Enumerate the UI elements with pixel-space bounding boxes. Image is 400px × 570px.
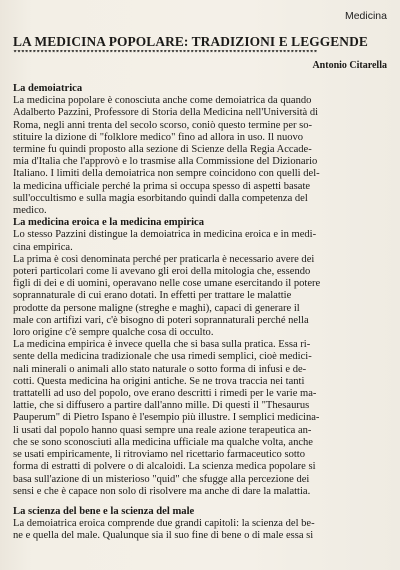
section-heading: La medicina eroica e la medicina empirica bbox=[13, 217, 205, 229]
running-head: Medicina bbox=[344, 10, 387, 22]
section-heading: La demoiatrica bbox=[13, 83, 83, 94]
paragraph: La medicina empirica è invece quella che si basa sulla pratica. Essa ri- sente della medicina tradizionale che usa rimedi semplici, cioè medici- nali minerali o animali allo stato naturale o sotto forma di infusi e de- cotti. Questa medicina ha origini antiche. Se ne trova traccia nei tanti trattatelli ad uso del popolo, ove erano descritti i rimedi per le varie ma- lattie, che si diffusero a partire dall'anno mille. Di questi il "Thesaurus Pauperum" di Pietro Ispano è l'esempio più illustre. I semplici medicina- li usati dal popolo hanno quasi sempre una reale azione terapeutica an- che se sono sconosciuti alla medicina ufficiale ma qualche volta, anche se usati empiricamente, li ritroviamo nel ricettario farmaceutico sotto forma di estratti di polvere o di alcaloidi. La scienza medica popolare si basa sull'azione di un misterioso "quid" che sfugge alla percezione dei sensi e che è capace non solo di risolvere ma anche di dare la malattia. bbox=[13, 339, 320, 497]
section-heading: La scienza del bene e la scienza del male bbox=[13, 505, 195, 517]
title-separator: ******************************************************************************* bbox=[13, 50, 318, 58]
article-author: Antonio Citarella bbox=[312, 60, 387, 71]
paragraph: La demoiatrica eroica comprende due grandi capitoli: la scienza del be- ne e quella del male. Qualunque sia il suo fine di bene o di male essa si bbox=[13, 518, 315, 542]
paragraph: Lo stesso Pazzini distingue la demoiatrica in medicina eroica e in medi- cina empirica. bbox=[13, 229, 317, 253]
paragraph: La prima è così denominata perché per praticarla è necessario avere dei poteri particolari come li avevano gli eroi della mitologia che, essendo figli di dei e di uomini, operavano nelle cose umane esercitando il potere soprannaturale di cui erano dotati. In effetti per trattare le malattie prodotte da persone maligne (streghe e maghi), capaci di generare il male con artifizi vari, c'è bisogno di poteri soprannaturali perché nella loro origine c'è sempre qualche cosa di occulto. bbox=[13, 253, 321, 339]
section-scienza-bene-male bbox=[13, 506, 389, 543]
section-medicina-eroica-empirica bbox=[13, 217, 389, 498]
article-title: LA MEDICINA POPOLARE: TRADIZIONI E LEGGENDE bbox=[13, 34, 368, 49]
section-demoiatrica bbox=[13, 83, 389, 217]
paragraph: La medicina popolare è conosciuta anche come demoiatrica da quando Adalberto Pazzini, Professore di Storia della Medicina nell'Università di Roma, negli anni trenta del secolo scorso, coniò questo termine per so- stituire la dizione di "folklore medico" fino ad allora in uso. Il nuovo termine fu quindi proposto alla sezione di Scienze della Regia Accade- mia d'Italia che l'approvò e lo trasmise alla Commissione del Dizionario Italiano. I limiti della demoiatrica non sempre coincidono con quelli del- la medicina ufficiale perché la prima si occupa spesso di aspetti basate sull'occultismo e sulla magia esorbitando quindi dalla competenza del medico. bbox=[13, 95, 320, 217]
